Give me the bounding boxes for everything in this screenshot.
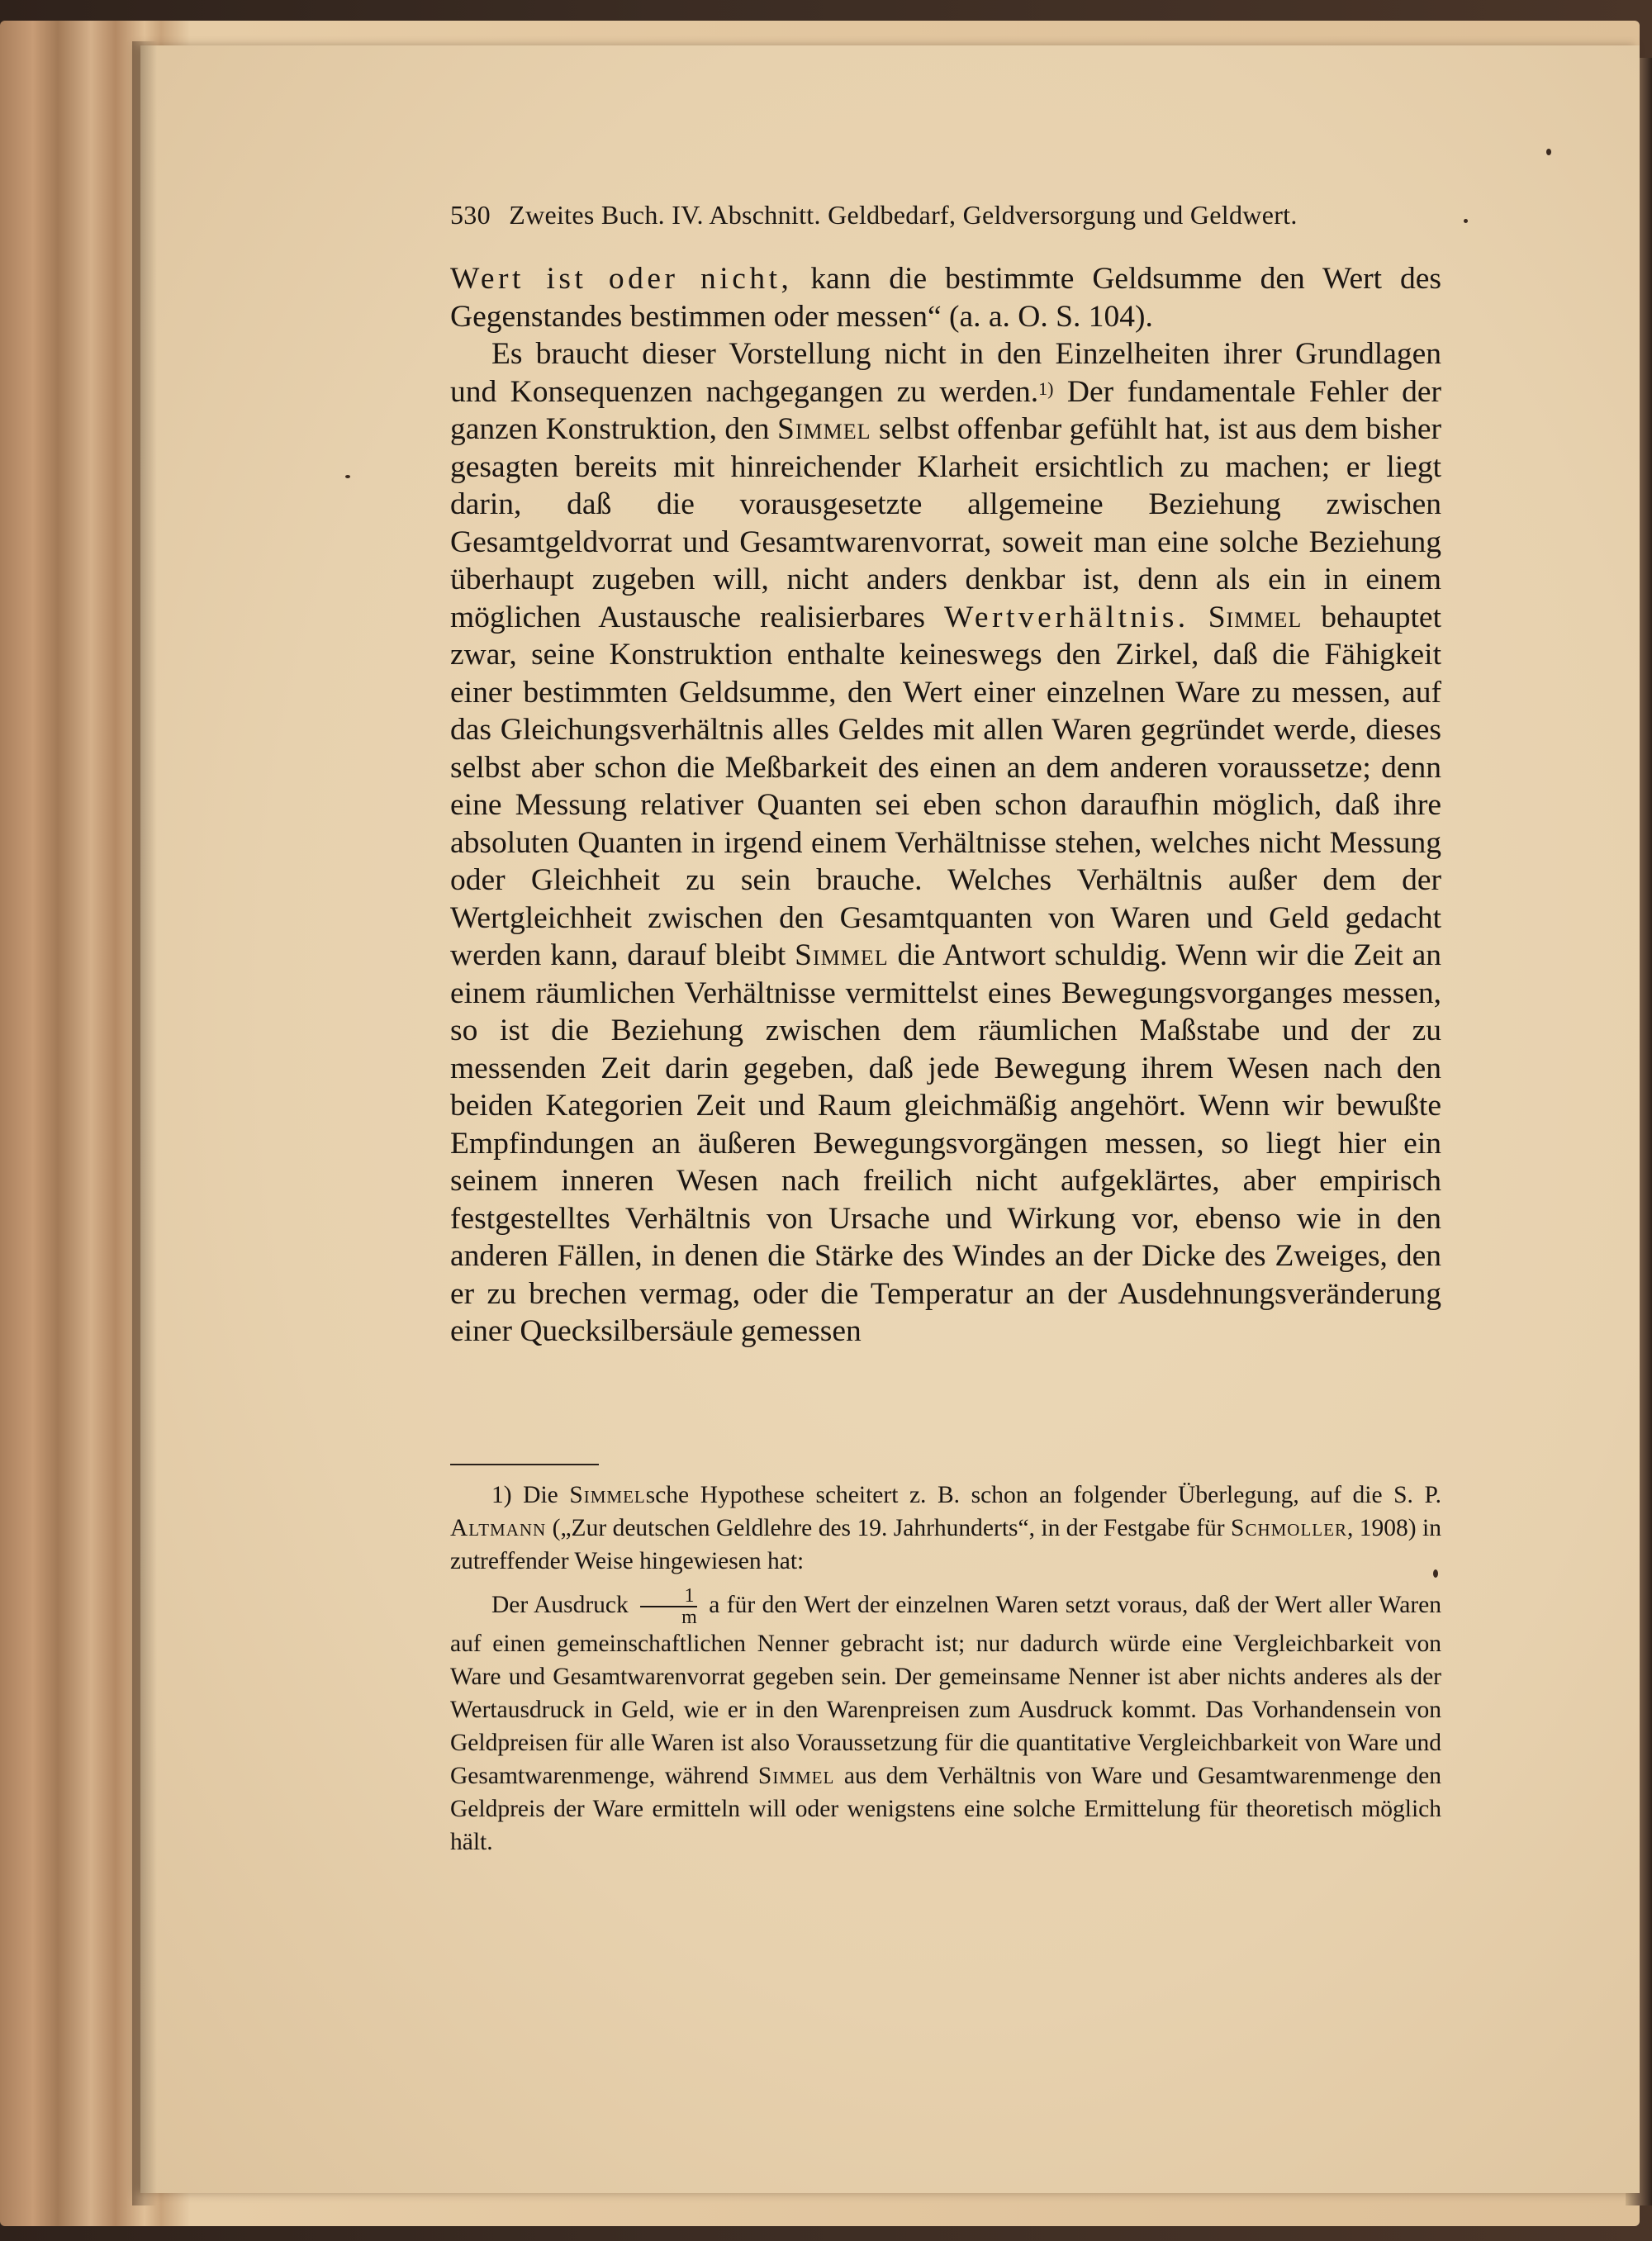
paper-speck <box>1433 1569 1438 1578</box>
text-run: , 1908) in zutreffender Weise hingewiesen hat: <box>450 1515 1441 1574</box>
footnote-rule <box>450 1464 599 1465</box>
text-run: 1) Die <box>491 1482 570 1508</box>
fraction-numerator: 1 <box>640 1586 697 1607</box>
text-run: sche Hypothese scheitert z. B. schon an folgender Überlegung, auf die S. P. <box>645 1482 1441 1508</box>
text-run: selbst offenbar gefühlt hat, ist aus dem bisher gesagten bereits mit hinreichender Klarheit ersichtlich zu machen; er liegt darin, daß die vorausgesetzte allgemeine Beziehung zwischen Gesamtgeldvorrat und Gesamtwarenvorrat, soweit man eine solche Beziehung überhaupt zugeben will, nicht anders denkbar ist, denn als ein in einem möglichen Austausche realisierbares <box>450 412 1442 634</box>
author-name: Simmel <box>757 1763 835 1789</box>
paper-speck <box>1546 149 1551 155</box>
paragraph-2 <box>450 335 1441 1351</box>
text-run: a für den Wert der einzelnen Waren setzt voraus, daß der Wert aller Waren auf einen gemeinschaftlichen Nenner gebracht ist; nur dadurch würde eine Vergleichbarkeit von Ware und Gesamtwarenvorrat gegeben sein. Der gemeinsame Nenner ist aber nichts anderes als der Wertausdruck in Geld, wie er in den Warenpreisen zum Ausdruck kommt. Das Vorhandensein von Geldpreisen für alle Waren ist also Voraussetzung für die quantitative Vergleichbarkeit von Ware und Gesamtwarenmenge, während <box>450 1591 1441 1789</box>
footnote-1 <box>450 1479 1441 1578</box>
author-name: Simmel <box>777 412 871 446</box>
author-name: Altmann <box>450 1515 547 1541</box>
text-run: („Zur deutschen Geldlehre des 19. Jahrhunderts“, in der Festgabe für <box>546 1515 1232 1541</box>
author-name: Simmel <box>569 1482 646 1508</box>
spine-shadow <box>132 41 157 2205</box>
paper-speck <box>1464 219 1468 223</box>
footnote-quote <box>450 1586 1441 1859</box>
spaced-phrase: Wertverhältnis. <box>943 600 1189 634</box>
text-run: Der Ausdruck <box>491 1591 636 1618</box>
footnotes <box>450 1479 1441 1859</box>
text-run: Der fundamentale Fehler der ganzen Konstruktion, den <box>450 374 1441 446</box>
author-name: Simmel <box>795 938 889 972</box>
spaced-phrase: Wert ist oder nicht, <box>450 262 793 296</box>
text-run: Es braucht dieser Vorstellung nicht in den Einzelheiten ihrer Grundlagen und Konsequenzen nachgegangen zu werden. <box>450 337 1441 409</box>
page-number: 530 <box>450 200 491 230</box>
running-title: Zweites Buch. IV. Abschnitt. Geldbedarf, Geldversorgung und Geldwert. <box>509 200 1298 230</box>
text-run: behauptet zwar, seine Konstruktion enthalte keineswegs den Zirkel, daß die Fähigkeit einer bestimmten Geldsumme, den Wert einer einzelnen Ware zu messen, auf das Gleichungsverhältnis alles Geldes mit allen Waren gegründet werde, dieses selbst aber schon die Meßbarkeit des einen an dem anderen voraussetze; denn eine Messung relativer Quanten sei eben schon daraufhin möglich, daß ihre absoluten Quanten in irgend einem Verhältnisse stehen, welches nicht Messung oder Gleichheit zu sein brauche. Welches Verhältnis außer dem der Wertgleichheit zwischen den Gesamtquanten von Waren und Geld gedacht werden kann, darauf bleibt <box>450 600 1441 972</box>
text-run: aus dem Verhältnis von Ware und Gesamtwarenmenge den Geldpreis der Ware ermitteln will oder wenigstens eine solche Ermittelung für theoretisch möglich hält. <box>450 1763 1441 1855</box>
text-run: die Antwort schuldig. Wenn wir die Zeit an einem räumlichen Verhältnisse vermittelst eines Bewegungsvorganges messen, so ist die Beziehung zwischen dem räumlichen Maßstabe und der zu messenden Zeit darin gegeben, daß jede Bewegung ihrem Wesen nach den beiden Kategorien Zeit und Raum gleichmäßig angehört. Wenn wir bewußte Empfindungen an äußeren Bewegungsvorgängen messen, so liegt hier ein seinem inneren Wesen nach freilich nicht aufgeklärtes, aber empirisch festgestelltes Verhältnis von Ursache und Wirkung vor, ebenso wie in den anderen Fällen, in denen die Stärke des Windes an der Dicke des Zweiges, den er zu brechen vermag, oder die Temperatur an der Ausdehnungsveränderung einer Quecksilbersäule gemessen <box>450 938 1442 1348</box>
main-text <box>450 260 1441 1351</box>
running-head <box>450 200 1474 230</box>
fraction-denominator: m <box>681 1607 697 1628</box>
footnote-marker: 1) <box>1038 377 1054 399</box>
paper-speck <box>345 475 350 478</box>
text-run <box>1189 601 1208 634</box>
paragraph-1 <box>450 260 1441 335</box>
text-run: kann die bestimmte Geldsumme den Wert des Gegenstandes bestimmen oder messen“ (a. a. O. S. 104). <box>450 262 1441 334</box>
author-name: Simmel <box>1208 600 1303 634</box>
fraction <box>640 1586 697 1627</box>
author-name: Schmoller <box>1231 1515 1347 1541</box>
